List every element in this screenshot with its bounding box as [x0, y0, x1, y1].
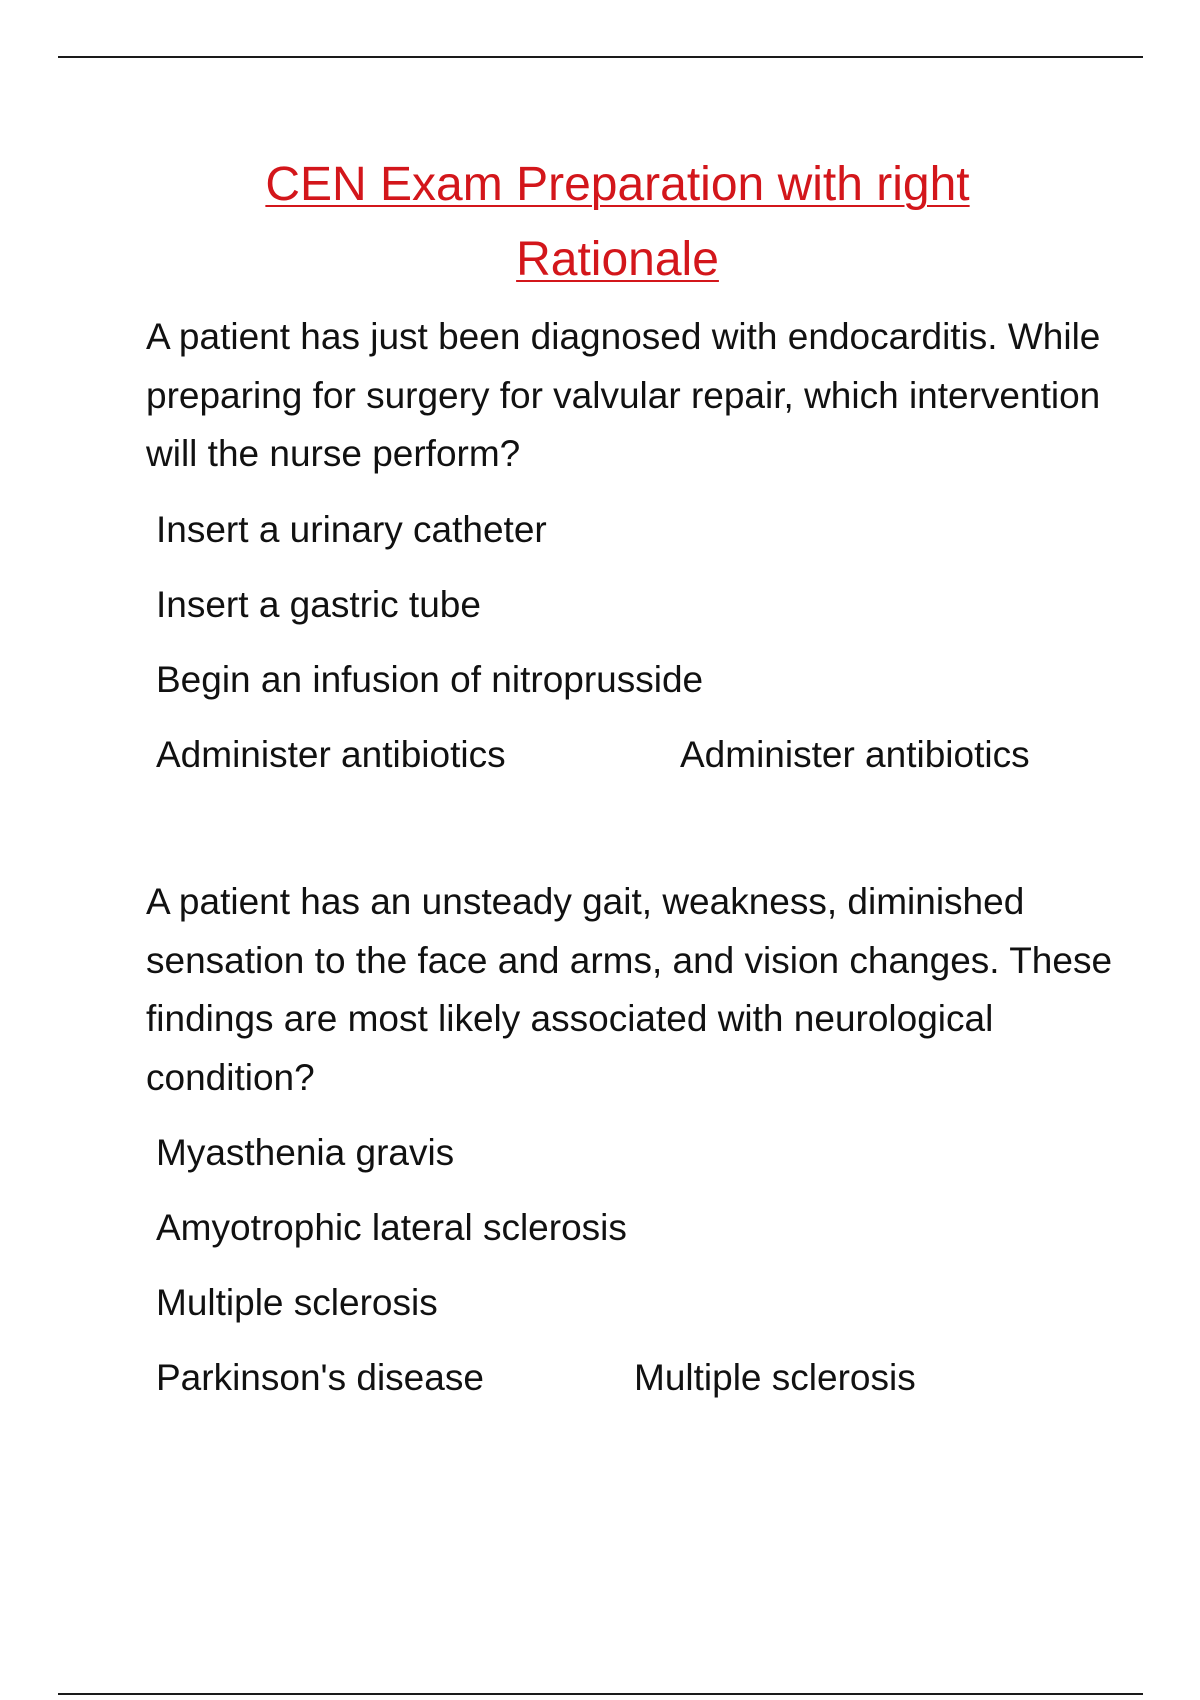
correct-answer: Multiple sclerosis [634, 1357, 916, 1398]
option-item: Multiple sclerosis [156, 1282, 438, 1323]
question-text: A patient has an unsteady gait, weakness, diminished sensation to the face and arms, and vision changes. These findings are most likely associated with neurological condition? [146, 881, 1113, 1098]
document-title: CEN Exam Preparation with right Rationale [265, 158, 970, 286]
question-text: A patient has just been diagnosed with endocarditis. While preparing for surgery for valvular repair, which intervention will the nurse perform? [146, 316, 1101, 474]
option-item: Begin an infusion of nitroprusside [156, 659, 704, 700]
option-item: Insert a gastric tube [156, 584, 481, 625]
correct-answer: Administer antibiotics [680, 734, 1030, 775]
option-item: Parkinson's disease [156, 1357, 484, 1398]
header-rule [58, 56, 1143, 58]
footer-rule [58, 1693, 1143, 1695]
option-item: Insert a urinary catheter [156, 509, 547, 550]
option-item: Amyotrophic lateral sclerosis [156, 1207, 627, 1248]
option-item: Administer antibiotics [156, 734, 506, 775]
option-item: Myasthenia gravis [156, 1132, 455, 1173]
